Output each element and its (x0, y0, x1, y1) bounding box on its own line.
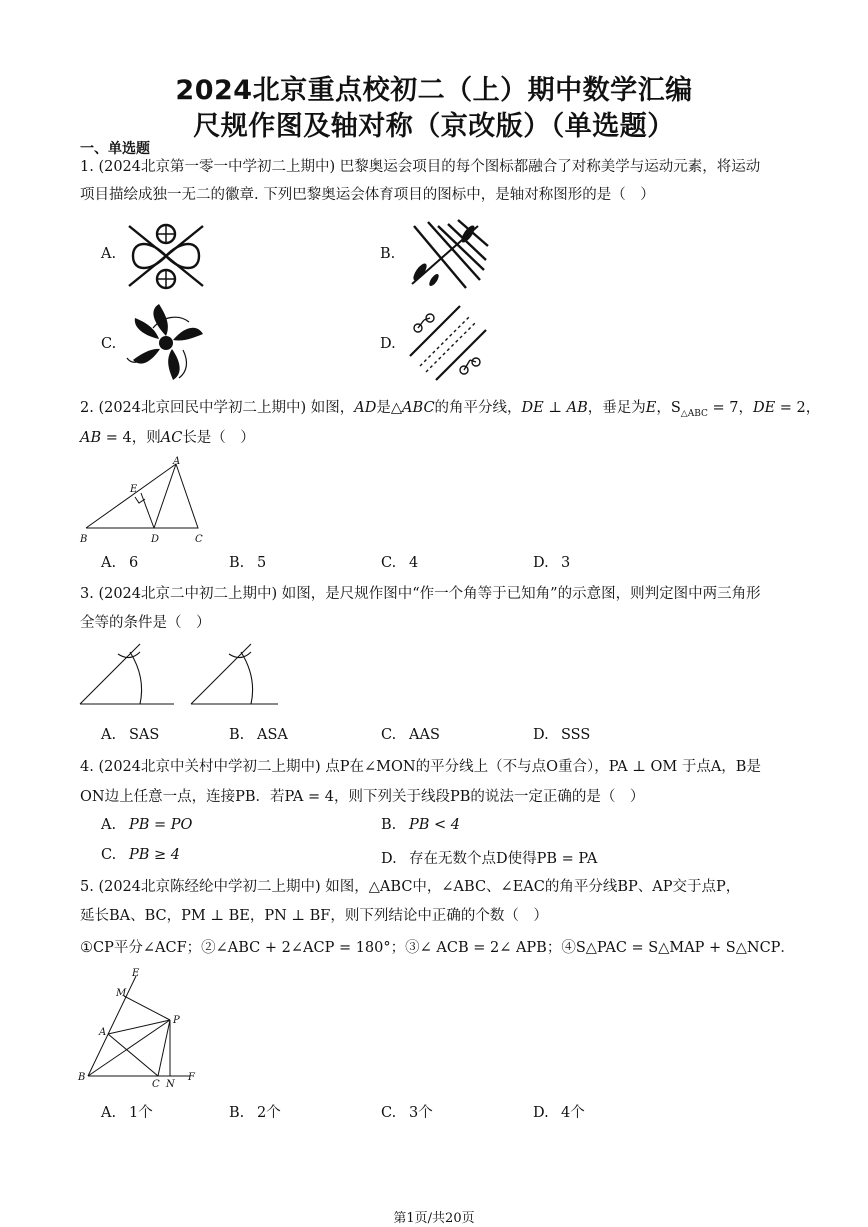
q2-triangle-figure (78, 456, 208, 544)
q4-text-line2: ON边上任意一点，连接PB．若PA = 4，则下列关于线段PB的说法一定正确的是（ ） (80, 789, 645, 805)
q2-label-e: E (130, 484, 138, 495)
q4-option-a[interactable]: A. PB = PO (101, 817, 193, 833)
rowing-icon (408, 220, 488, 292)
page-title: 2024北京重点校初二（上）期中数学汇编 (175, 75, 693, 106)
q5-triangle-figure (78, 966, 202, 1090)
q3-text-line2: 全等的条件是（ ） (80, 615, 211, 631)
q3-angle-construction-figure (78, 638, 278, 710)
q5-label-e: E (132, 968, 140, 979)
q5-text-line1: 5. (2024北京陈经纶中学初二上期中) 如图，△ABC中，∠ABC、∠EAC的角平分线BP、AP交于点P， (80, 879, 741, 895)
q5-label-c: C (152, 1079, 160, 1090)
q5-option-c[interactable]: C. 3个 (381, 1105, 433, 1121)
q2-label-d: D (151, 534, 160, 545)
q1-text-line2: 项目描绘成独一无二的徽章. 下列巴黎奥运会体育项目的图标中，是轴对称图形的是（ ） (80, 187, 655, 203)
q5-label-m: M (116, 988, 127, 999)
basketball-icon (123, 222, 209, 290)
q4-option-b[interactable]: B. PB < 4 (381, 817, 461, 833)
q5-label-b: B (78, 1072, 86, 1083)
q2-option-b[interactable]: B. 5 (229, 555, 267, 571)
q1-option-d-label: D. (380, 336, 396, 352)
section-heading: 一、单选题 (80, 141, 150, 157)
q2-option-c[interactable]: C. 4 (381, 555, 419, 571)
q2-option-a[interactable]: A. 6 (101, 555, 139, 571)
cycling-track-icon (408, 304, 488, 382)
pinwheel-icon (123, 302, 209, 384)
q5-option-d[interactable]: D. 4个 (533, 1105, 585, 1121)
q1-option-a-label: A. (101, 246, 117, 262)
q3-option-c[interactable]: C. AAS (381, 727, 440, 743)
q4-option-d[interactable]: D. 存在无数个点D使得PB = PA (381, 851, 598, 867)
q2-label-a: A (173, 456, 181, 467)
q3-text-line1: 3. (2024北京二中初二上期中) 如图，是尺规作图中“作一个角等于已知角”的示意图，则判定图中两三角形 (80, 586, 761, 602)
page-footer: 第1页/共20页 (393, 1211, 475, 1226)
q5-label-p: P (173, 1015, 180, 1026)
q2-option-d[interactable]: D. 3 (533, 555, 571, 571)
q5-label-f: F (188, 1072, 195, 1083)
q5-option-b[interactable]: B. 2个 (229, 1105, 281, 1121)
q2-text-line1: 2. (2024北京回民中学初二上期中) 如图，AD是△ABC的角平分线，DE ⊥ AB，垂足为E，$S_{\triangle ABC} = 7$，DE = 2， (80, 400, 821, 419)
page-subtitle: 尺规作图及轴对称（京改版）（单选题） (193, 111, 675, 142)
q1-option-c-label: C. (101, 336, 117, 352)
q5-text-line2: 延长BA、BC，PM ⊥ BE，PN ⊥ BF，则下列结论中正确的个数（ ） (80, 908, 548, 924)
q5-option-a[interactable]: A. 1个 (101, 1105, 153, 1121)
q5-text-line3: ①CP平分∠ACF；②∠ABC + 2∠ACP = 180°；③∠ ACB = 2∠ APB；④S△PAC = S△MAP + S△NCP． (80, 940, 795, 956)
q2-text-line2: AB = 4，则AC长是（ ） (80, 430, 255, 446)
q3-option-b[interactable]: B. ASA (229, 727, 288, 743)
q4-text-line1: 4. (2024北京中关村中学初二上期中) 点P在∠MON的平分线上（不与点O重合），PA ⊥ OM 于点A，B是 (80, 759, 761, 775)
q3-option-a[interactable]: A. SAS (101, 727, 160, 743)
q2-label-c: C (195, 534, 203, 545)
q5-label-n: N (166, 1079, 175, 1090)
q4-option-c[interactable]: C. PB ≥ 4 (101, 847, 181, 863)
q1-option-b-label: B. (380, 246, 396, 262)
q3-option-d[interactable]: D. SSS (533, 727, 591, 743)
q5-label-a: A (99, 1027, 107, 1038)
q1-text-line1: 1. (2024北京第一零一中学初二上期中) 巴黎奥运会项目的每个图标都融合了对称美学与运动元素，将运动 (80, 159, 761, 175)
q2-label-b: B (80, 534, 88, 545)
